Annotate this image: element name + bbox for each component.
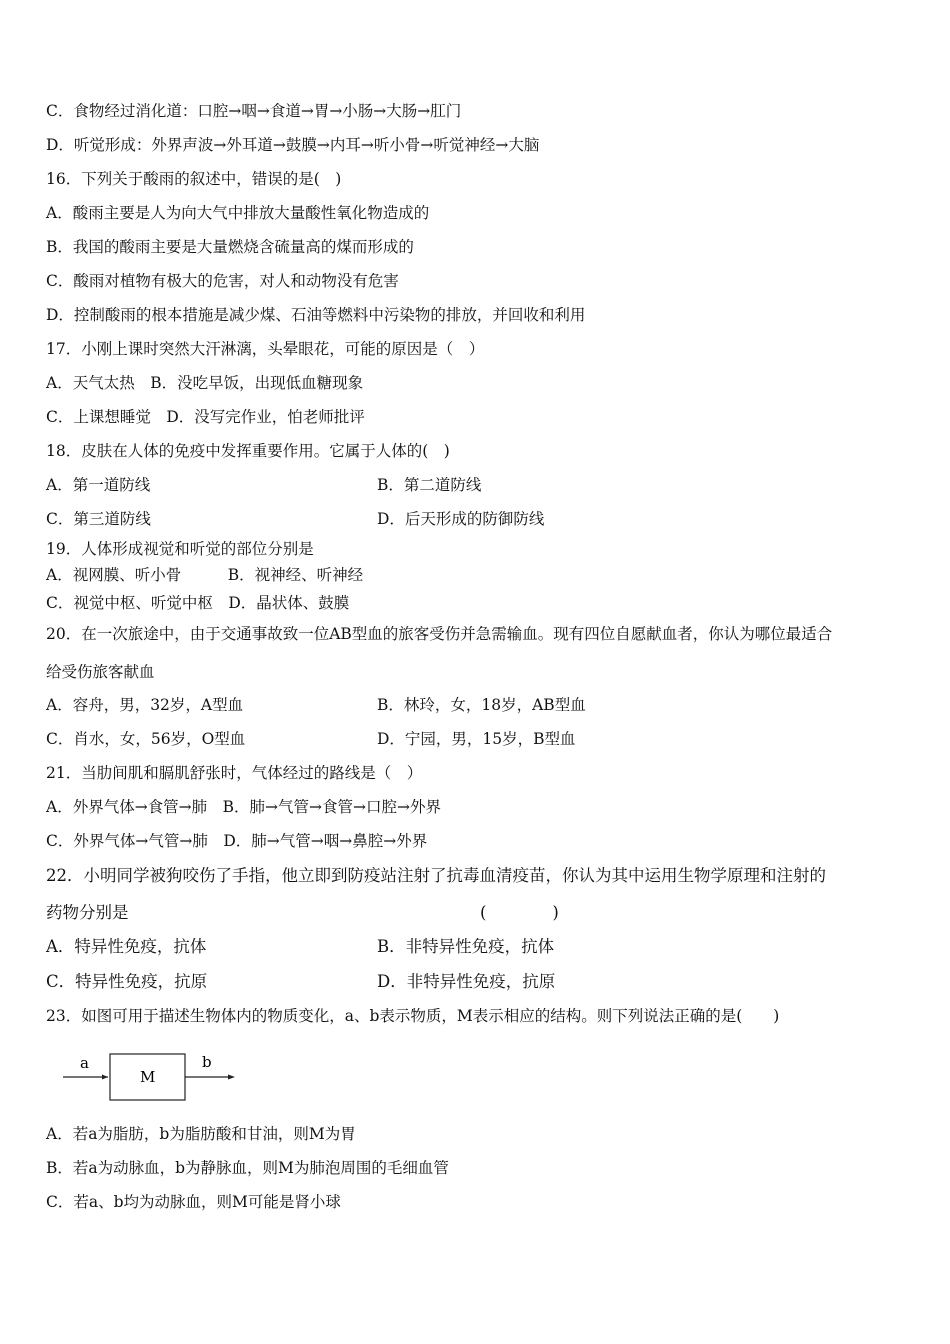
question-21: 21．当肋间肌和膈肌舒张时，气体经过的路线是（ ）	[46, 764, 423, 782]
substance-change-diagram	[60, 1050, 250, 1110]
question-19: 19．人体形成视觉和听觉的部位分别是	[46, 540, 314, 558]
question-22-line-1: 22．小明同学被狗咬伤了手指，他立即到防疫站注射了抗毒血清疫苗，你认为其中运用生物学原理和注射的	[46, 866, 826, 885]
q21-options-ab: A．外界气体→食管→肺 B．肺→气管→食管→口腔→外界	[46, 798, 442, 816]
q20-option-b: B．林玲，女，18岁，AB型血	[377, 696, 586, 714]
q19-options-ab: A．视网膜、听小骨 B．视神经、听神经	[46, 566, 364, 584]
q16-option-a: A．酸雨主要是人为向大气中排放大量酸性氧化物造成的	[46, 204, 430, 222]
question-22-line-2: 药物分别是	[46, 903, 129, 922]
q16-option-c: C．酸雨对植物有极大的危害，对人和动物没有危害	[46, 272, 399, 290]
q22-option-b: B．非特异性免疫，抗体	[377, 937, 555, 956]
q23-option-a: A．若a为脂肪，b为脂肪酸和甘油，则M为胃	[46, 1125, 356, 1143]
option-d-hearing: D．听觉形成：外界声波→外耳道→鼓膜→内耳→听小骨→听觉神经→大脑	[46, 136, 540, 154]
question-20-line-1: 20．在一次旅途中，由于交通事故致一位AB型血的旅客受伤并急需输血。现有四位自愿献血者，你认为哪位最适合	[46, 625, 833, 643]
question-16: 16．下列关于酸雨的叙述中，错误的是( )	[46, 170, 342, 188]
question-17: 17．小刚上课时突然大汗淋漓，头晕眼花，可能的原因是（ ）	[46, 340, 485, 358]
q18-option-c: C．第三道防线	[46, 510, 151, 528]
q16-option-b: B．我国的酸雨主要是大量燃烧含硫量高的煤而形成的	[46, 238, 414, 256]
q23-option-c: C．若a、b均为动脉血，则M可能是肾小球	[46, 1193, 341, 1211]
q17-options-cd: C．上课想睡觉 D．没写完作业，怕老师批评	[46, 408, 365, 426]
input-arrowhead	[102, 1075, 108, 1080]
q18-option-b: B．第二道防线	[377, 476, 482, 494]
output-arrowhead	[228, 1075, 235, 1080]
label-m: M	[140, 1068, 156, 1086]
question-20-line-2: 给受伤旅客献血	[46, 663, 155, 681]
q18-option-d: D．后天形成的防御防线	[377, 510, 545, 528]
q20-option-a: A．容舟，男，32岁，A型血	[46, 696, 244, 714]
q17-options-ab: A．天气太热 B．没吃早饭，出现低血糖现象	[46, 374, 364, 392]
q18-option-a: A．第一道防线	[46, 476, 151, 494]
q21-options-cd: C．外界气体→气管→肺 D．肺→气管→咽→鼻腔→外界	[46, 832, 428, 850]
label-b: b	[202, 1053, 212, 1071]
q22-option-c: C．特异性免疫，抗原	[46, 972, 208, 991]
label-a: a	[80, 1054, 89, 1072]
question-23: 23．如图可用于描述生物体内的物质变化，a、b表示物质，M表示相应的结构。则下列说法正确的是( )	[46, 1007, 780, 1025]
question-18: 18．皮肤在人体的免疫中发挥重要作用。它属于人体的( )	[46, 442, 450, 460]
q16-option-d: D．控制酸雨的根本措施是减少煤、石油等燃料中污染物的排放，并回收和利用	[46, 306, 586, 324]
q22-answer-paren: ( )	[480, 903, 559, 922]
q20-option-c: C．肖水，女，56岁，O型血	[46, 730, 246, 748]
q22-option-d: D．非特异性免疫，抗原	[377, 972, 556, 991]
q22-option-a: A．特异性免疫，抗体	[46, 937, 207, 956]
q19-options-cd: C．视觉中枢、听觉中枢 D．晶状体、鼓膜	[46, 594, 350, 612]
q20-option-d: D．宁园，男，15岁，B型血	[377, 730, 576, 748]
option-c-digestion: C．食物经过消化道：口腔→咽→食道→胃→小肠→大肠→肛门	[46, 102, 462, 120]
q23-option-b: B．若a为动脉血，b为静脉血，则M为肺泡周围的毛细血管	[46, 1159, 449, 1177]
